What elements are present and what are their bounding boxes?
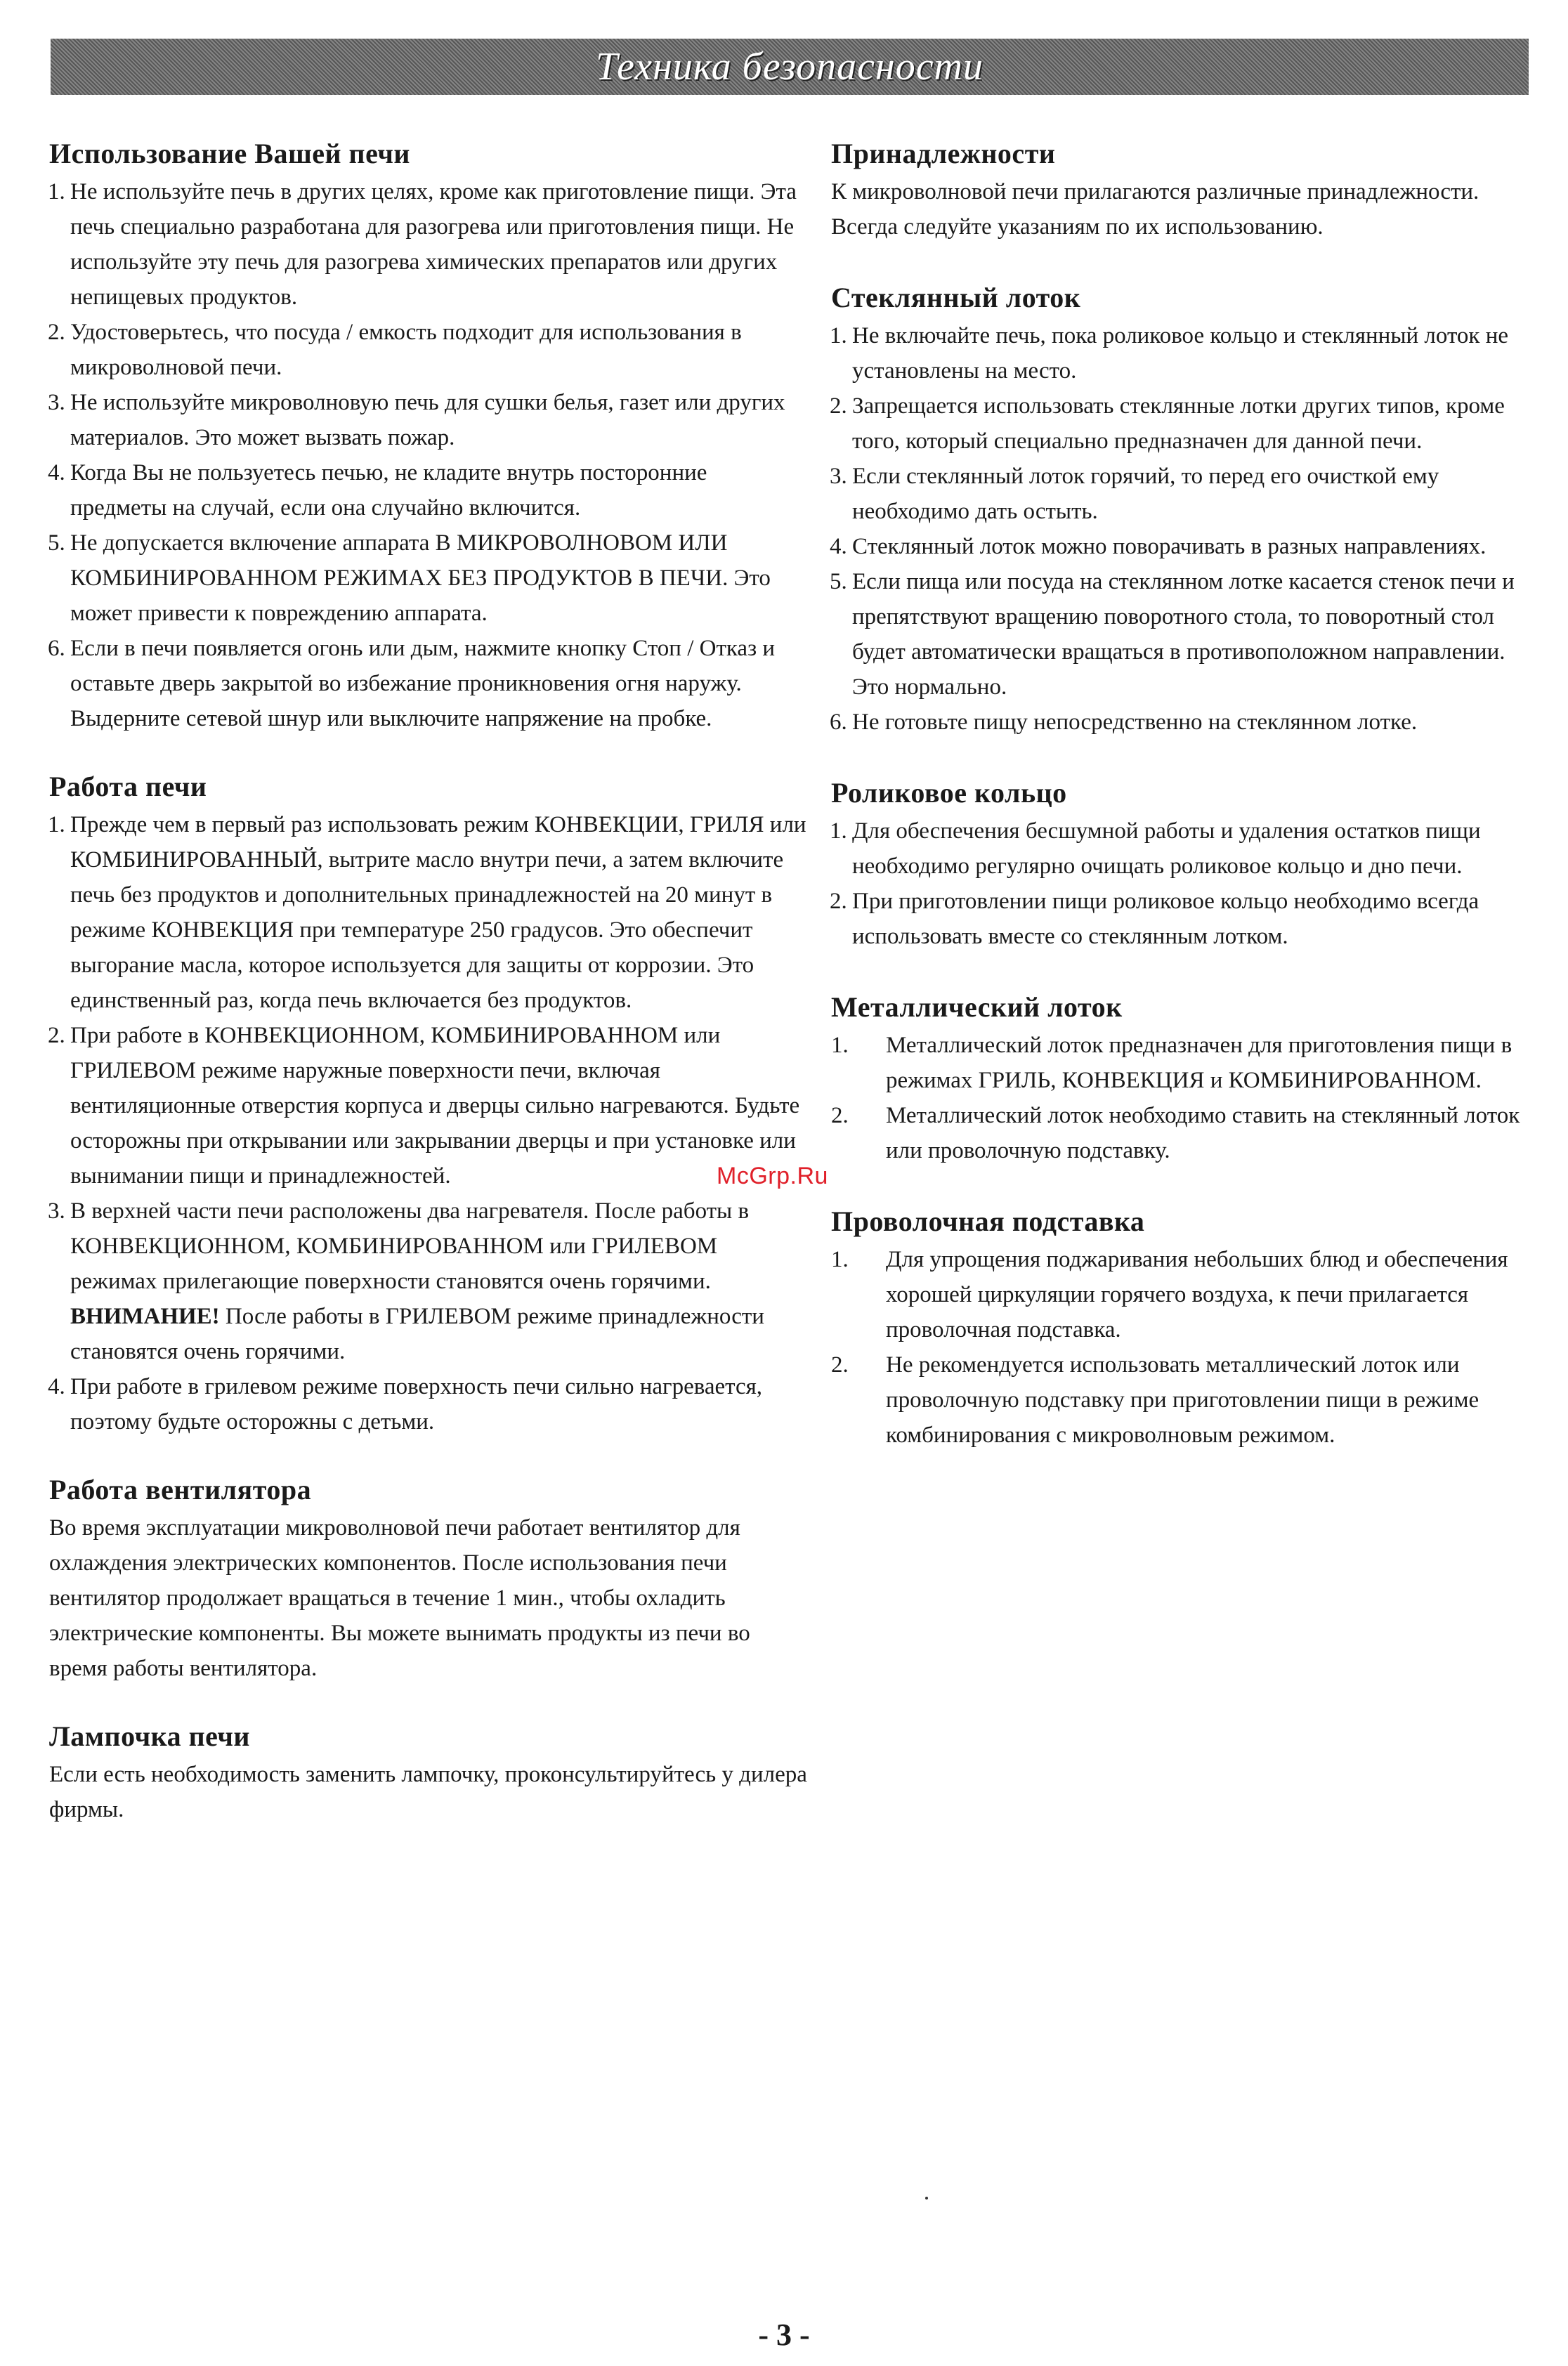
paragraph: Если есть необходимость заменить лампочку, проконсультируйтесь у дилера фирмы.	[49, 1762, 807, 1822]
roller-ring-list	[831, 813, 1534, 954]
list-item: 2. Запрещается использовать стеклянные лотки других типов, кроме того, который специально предназначен для данной печи.	[830, 393, 1505, 454]
section-heading: Металлический лоток	[831, 991, 1123, 1023]
section-accessories	[831, 137, 1534, 244]
section-usage	[49, 137, 808, 736]
operation-list	[49, 807, 808, 1439]
list-item: 5. Если пища или посуда на стеклянном лотке касается стенок печи и препятствуют вращению поворотного стола, то поворотный стол будет автоматически вращаться в противоположном направлении. Это нормально.	[830, 569, 1515, 700]
list-item: 3. В верхней части печи расположены два нагревателя. После работы в КОНВЕКЦИОННОМ, КОМБИНИРОВАННОМ или ГРИЛЕВОМ режимах прилегающие поверхности становятся очень горячими. ВНИМАНИЕ! После работы в ГРИЛЕВОМ режиме принадлежности становятся очень горячими.	[48, 1198, 764, 1364]
list-item: 2. Удостоверьтесь, что посуда / емкость подходит для использования в микроволновой печи.	[48, 320, 742, 380]
section-operation	[49, 770, 808, 1439]
list-item: 6. Не готовьте пищу непосредственно на стеклянном лотке.	[830, 710, 1418, 735]
section-glass-tray	[831, 281, 1534, 740]
wire-rack-list	[831, 1242, 1534, 1453]
list-item: 3. Если стеклянный лоток горячий, то перед его очисткой ему необходимо дать остыть.	[830, 464, 1439, 524]
list-item: 4. Когда Вы не пользуетесь печью, не кладите внутрь посторонние предметы на случай, если она случайно включится.	[48, 460, 707, 521]
section-heading: Принадлежности	[831, 138, 1056, 169]
list-item: 4. Стеклянный лоток можно поворачивать в разных направлениях.	[830, 534, 1487, 559]
metal-tray-list	[831, 1028, 1534, 1168]
right-column	[831, 137, 1534, 1489]
section-heading: Работа печи	[49, 771, 207, 802]
watermark: McGrp.Ru	[717, 1163, 828, 1189]
left-column	[49, 137, 808, 1861]
section-heading: Лампочка печи	[49, 1720, 250, 1752]
section-heading: Работа вентилятора	[49, 1474, 312, 1505]
section-metal-tray	[831, 991, 1534, 1168]
paragraph: К микроволновой печи прилагаются различные принадлежности. Всегда следуйте указаниям по их использованию.	[831, 179, 1479, 240]
list-item: 1. Не используйте печь в других целях, кроме как приготовление пищи. Эта печь специально разработана для разогрева или приготовления пищи. Не используйте эту печь для разогрева химических препаратов или других непищевых продуктов.	[48, 179, 797, 310]
page-title: Техника безопасности	[596, 45, 984, 89]
list-item: 2. Не рекомендуется использовать металлический лоток или проволочную подставку при приготовлении пищи в режиме комбинирования с микроволновым режимом.	[831, 1352, 1479, 1448]
section-lamp	[49, 1720, 808, 1827]
list-item: 2. При приготовлении пищи роликовое кольцо необходимо всегда использовать вместе со стеклянным лотком.	[830, 889, 1479, 949]
list-item: 1. Не включайте печь, пока роликовое кольцо и стеклянный лоток не установлены на место.	[830, 323, 1509, 384]
section-heading: Использование Вашей печи	[49, 138, 410, 169]
section-wire-rack	[831, 1205, 1534, 1453]
glass-tray-list	[831, 318, 1534, 740]
list-item: 2. При работе в КОНВЕКЦИОННОМ, КОМБИНИРОВАННОМ или ГРИЛЕВОМ режиме наружные поверхности печи, включая вентиляционные отверстия корпуса и дверцы сильно нагреваются. Будьте осторожны при открывании или закрывании дверцы и при установке или вынимании пищи и принадлежностей.	[48, 1023, 800, 1189]
page-number: - 3 -	[758, 2318, 810, 2352]
scan-speck	[925, 2197, 928, 2200]
list-item: 5. Не допускается включение аппарата В МИКРОВОЛНОВОМ ИЛИ КОМБИНИРОВАННОМ РЕЖИМАХ БЕЗ ПРОДУКТОВ В ПЕЧИ. Это может привести к повреждению аппарата.	[48, 530, 771, 626]
list-item: 1. Для упрощения поджаривания небольших блюд и обеспечения хорошей циркуляции горячего воздуха, к печи прилагается проволочная подставка.	[831, 1247, 1508, 1342]
list-item: 1. Для обеспечения бесшумной работы и удаления остатков пищи необходимо регулярно очищать роликовое кольцо и дно печи.	[830, 818, 1481, 879]
section-fan	[49, 1473, 808, 1686]
warning-label: ВНИМАНИЕ!	[70, 1304, 220, 1329]
header-banner	[51, 39, 1529, 95]
list-item: 2. Металлический лоток необходимо ставить на стеклянный лоток или проволочную подставку.	[831, 1103, 1520, 1163]
paragraph: Во время эксплуатации микроволновой печи работает вентилятор для охлаждения электрических компонентов. После использования печи вентилятор продолжает вращаться в течение 1 мин., чтобы охладить электрические компоненты. Вы можете вынимать продукты из печи во время работы вентилятора.	[49, 1515, 750, 1681]
list-item: 4. При работе в грилевом режиме поверхность печи сильно нагревается, поэтому будьте осторожны с детьми.	[48, 1374, 763, 1434]
usage-list	[49, 174, 808, 736]
section-roller-ring	[831, 776, 1534, 954]
section-heading: Проволочная подставка	[831, 1205, 1145, 1237]
list-item: 3. Не используйте микроволновую печь для сушки белья, газет или других материалов. Это может вызвать пожар.	[48, 390, 785, 450]
list-item: 1. Прежде чем в первый раз использовать режим КОНВЕКЦИИ, ГРИЛЯ или КОМБИНИРОВАННЫЙ, вытрите масло внутри печи, а затем включите печь без продуктов и дополнительных принадлежностей на 20 минут в режиме КОНВЕКЦИЯ при температуре 250 градусов. Это обеспечит выгорание масла, которое используется для защиты от коррозии. Это единственный раз, когда печь включается без продуктов.	[48, 812, 806, 1013]
section-heading: Стеклянный лоток	[831, 282, 1081, 313]
list-item: 1. Металлический лоток предназначен для приготовления пищи в режимах ГРИЛЬ, КОНВЕКЦИЯ и КОМБИНИРОВАННОМ.	[831, 1033, 1513, 1093]
section-heading: Роликовое кольцо	[831, 777, 1067, 809]
list-item: 6. Если в печи появляется огонь или дым, нажмите кнопку Стоп / Отказ и оставьте дверь закрытой во избежание проникновения огня наружу. Выдерните сетевой шнур или выключите напряжение на пробке.	[48, 636, 776, 731]
